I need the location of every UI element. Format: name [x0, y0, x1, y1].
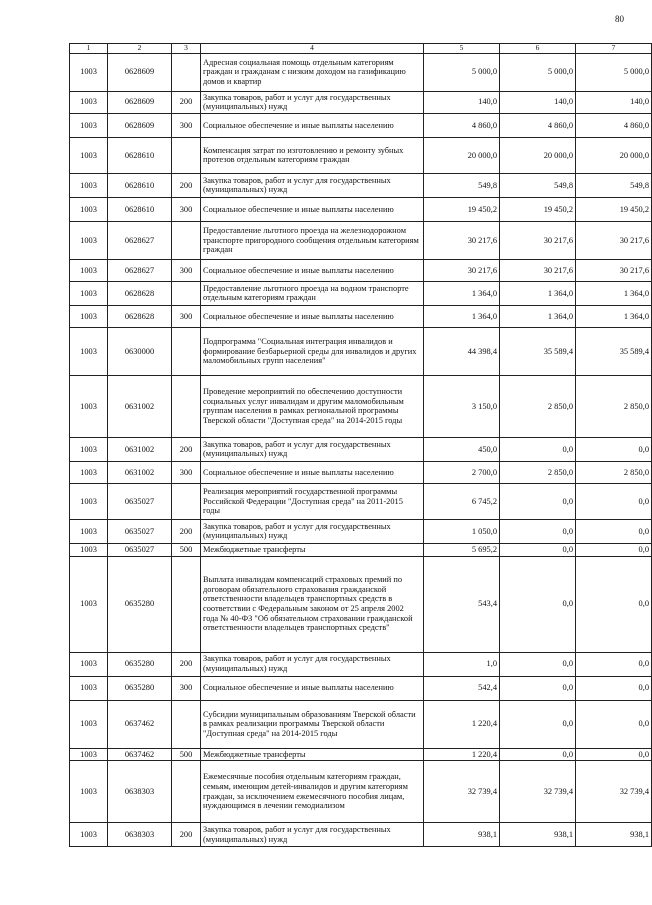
- table-row: [70, 437, 652, 461]
- cell-amount-year3: 19 450,2: [576, 197, 652, 221]
- cell-amount-year1: 543,4: [424, 556, 500, 652]
- cell-amount-year1: 3 150,0: [424, 375, 500, 437]
- cell-target-article: 0628609: [108, 113, 172, 137]
- cell-section-code: 1003: [70, 748, 108, 761]
- table-row: [70, 543, 652, 556]
- cell-amount-year3: 0,0: [576, 543, 652, 556]
- cell-expense-type: 200: [172, 437, 201, 461]
- cell-amount-year2: 0,0: [500, 676, 576, 700]
- cell-amount-year3: 2 850,0: [576, 375, 652, 437]
- cell-description: Закупка товаров, работ и услуг для государственных (муниципальных) нужд: [201, 652, 424, 676]
- cell-amount-year1: 2 700,0: [424, 461, 500, 483]
- cell-expense-type: 200: [172, 519, 201, 543]
- cell-amount-year3: 32 739,4: [576, 761, 652, 823]
- cell-amount-year3: 5 000,0: [576, 53, 652, 91]
- cell-amount-year2: 20 000,0: [500, 137, 576, 173]
- cell-section-code: 1003: [70, 221, 108, 259]
- table-row: [70, 305, 652, 327]
- cell-section-code: 1003: [70, 305, 108, 327]
- cell-section-code: 1003: [70, 327, 108, 375]
- cell-expense-type: 500: [172, 543, 201, 556]
- cell-target-article: 0635027: [108, 543, 172, 556]
- cell-target-article: 0635280: [108, 676, 172, 700]
- cell-amount-year2: 5 000,0: [500, 53, 576, 91]
- cell-description: Социальное обеспечение и иные выплаты населению: [201, 305, 424, 327]
- cell-amount-year3: 20 000,0: [576, 137, 652, 173]
- cell-section-code: 1003: [70, 461, 108, 483]
- cell-section-code: 1003: [70, 543, 108, 556]
- cell-target-article: 0630000: [108, 327, 172, 375]
- cell-target-article: 0635280: [108, 652, 172, 676]
- cell-target-article: 0637462: [108, 700, 172, 748]
- cell-description: Закупка товаров, работ и услуг для государственных (муниципальных) нужд: [201, 823, 424, 847]
- cell-target-article: 0631002: [108, 375, 172, 437]
- cell-section-code: 1003: [70, 652, 108, 676]
- cell-amount-year1: 4 860,0: [424, 113, 500, 137]
- cell-amount-year1: 20 000,0: [424, 137, 500, 173]
- cell-amount-year2: 32 739,4: [500, 761, 576, 823]
- cell-amount-year3: 938,1: [576, 823, 652, 847]
- cell-expense-type: 200: [172, 652, 201, 676]
- cell-amount-year3: 1 364,0: [576, 305, 652, 327]
- cell-amount-year1: 938,1: [424, 823, 500, 847]
- table-row: [70, 259, 652, 281]
- cell-expense-type: 300: [172, 259, 201, 281]
- cell-section-code: 1003: [70, 113, 108, 137]
- cell-description: Социальное обеспечение и иные выплаты населению: [201, 676, 424, 700]
- cell-description: Выплата инвалидам компенсаций страховых премий по договорам обязательного страхования гражданской ответственности владельцев транспортных средств в соответствии с Федеральным законом от 25 апреля 2002 года № 40-ФЗ "Об обязательном страховании гражданской ответственности владельцев транспортных средств": [201, 556, 424, 652]
- cell-amount-year2: 2 850,0: [500, 461, 576, 483]
- cell-amount-year1: 549,8: [424, 173, 500, 197]
- cell-amount-year3: 2 850,0: [576, 461, 652, 483]
- column-header: 2: [108, 44, 172, 54]
- cell-amount-year2: 19 450,2: [500, 197, 576, 221]
- cell-section-code: 1003: [70, 761, 108, 823]
- cell-target-article: 0628610: [108, 197, 172, 221]
- column-number-row: [70, 44, 652, 54]
- cell-section-code: 1003: [70, 375, 108, 437]
- cell-expense-type: 200: [172, 91, 201, 113]
- cell-expense-type: 300: [172, 461, 201, 483]
- cell-description: Закупка товаров, работ и услуг для государственных (муниципальных) нужд: [201, 173, 424, 197]
- cell-expense-type: [172, 281, 201, 305]
- cell-amount-year3: 549,8: [576, 173, 652, 197]
- cell-amount-year2: 0,0: [500, 519, 576, 543]
- table-row: [70, 281, 652, 305]
- column-header: 3: [172, 44, 201, 54]
- cell-expense-type: 500: [172, 748, 201, 761]
- cell-amount-year3: 0,0: [576, 676, 652, 700]
- cell-target-article: 0637462: [108, 748, 172, 761]
- table-row: [70, 221, 652, 259]
- column-header: 7: [576, 44, 652, 54]
- cell-amount-year2: 0,0: [500, 700, 576, 748]
- cell-expense-type: 300: [172, 676, 201, 700]
- cell-expense-type: [172, 761, 201, 823]
- table-row: [70, 113, 652, 137]
- cell-section-code: 1003: [70, 137, 108, 173]
- table-row: [70, 556, 652, 652]
- cell-description: Предоставление льготного проезда на водном транспорте отдельным категориям граждан: [201, 281, 424, 305]
- cell-amount-year3: 0,0: [576, 700, 652, 748]
- cell-description: Реализация мероприятий государственной программы Российской Федерации "Доступная среда" на 2011-2015 годы: [201, 483, 424, 519]
- cell-target-article: 0638303: [108, 761, 172, 823]
- cell-amount-year1: 1,0: [424, 652, 500, 676]
- cell-expense-type: 300: [172, 197, 201, 221]
- cell-section-code: 1003: [70, 437, 108, 461]
- cell-amount-year3: 0,0: [576, 519, 652, 543]
- page-number: 80: [615, 14, 624, 24]
- cell-description: Межбюджетные трансферты: [201, 543, 424, 556]
- cell-description: Социальное обеспечение и иные выплаты населению: [201, 259, 424, 281]
- cell-description: Адресная социальная помощь отдельным категориям граждан и гражданам с низким доходом на газификацию домов и квартир: [201, 53, 424, 91]
- cell-amount-year3: 30 217,6: [576, 221, 652, 259]
- cell-target-article: 0631002: [108, 461, 172, 483]
- cell-section-code: 1003: [70, 259, 108, 281]
- cell-description: Предоставление льготного проезда на железнодорожном транспорте пригородного сообщения отдельным категориям граждан: [201, 221, 424, 259]
- table-row: [70, 53, 652, 91]
- cell-target-article: 0628627: [108, 221, 172, 259]
- cell-amount-year2: 140,0: [500, 91, 576, 113]
- table-row: [70, 173, 652, 197]
- cell-amount-year3: 0,0: [576, 437, 652, 461]
- cell-section-code: 1003: [70, 197, 108, 221]
- table-row: [70, 461, 652, 483]
- table-row: [70, 652, 652, 676]
- cell-amount-year3: 0,0: [576, 556, 652, 652]
- cell-section-code: 1003: [70, 91, 108, 113]
- table-row: [70, 823, 652, 847]
- cell-amount-year1: 32 739,4: [424, 761, 500, 823]
- cell-section-code: 1003: [70, 823, 108, 847]
- cell-amount-year1: 1 364,0: [424, 305, 500, 327]
- cell-section-code: 1003: [70, 556, 108, 652]
- cell-amount-year1: 19 450,2: [424, 197, 500, 221]
- cell-amount-year1: 5 000,0: [424, 53, 500, 91]
- column-header: 1: [70, 44, 108, 54]
- cell-expense-type: [172, 327, 201, 375]
- cell-target-article: 0628610: [108, 137, 172, 173]
- cell-expense-type: [172, 137, 201, 173]
- cell-description: Социальное обеспечение и иные выплаты населению: [201, 197, 424, 221]
- cell-amount-year2: 1 364,0: [500, 305, 576, 327]
- table-row: [70, 137, 652, 173]
- cell-amount-year3: 0,0: [576, 483, 652, 519]
- cell-section-code: 1003: [70, 519, 108, 543]
- cell-amount-year2: 549,8: [500, 173, 576, 197]
- column-header: 4: [201, 44, 424, 54]
- cell-amount-year1: 1 050,0: [424, 519, 500, 543]
- cell-amount-year3: 0,0: [576, 652, 652, 676]
- cell-target-article: 0628627: [108, 259, 172, 281]
- cell-target-article: 0628609: [108, 53, 172, 91]
- cell-target-article: 0628628: [108, 281, 172, 305]
- cell-section-code: 1003: [70, 700, 108, 748]
- cell-amount-year2: 30 217,6: [500, 259, 576, 281]
- cell-description: Подпрограмма "Социальная интеграция инвалидов и формирование безбарьерной среды для инвалидов и других маломобильных групп населения": [201, 327, 424, 375]
- cell-amount-year3: 35 589,4: [576, 327, 652, 375]
- cell-target-article: 0638303: [108, 823, 172, 847]
- cell-description: Закупка товаров, работ и услуг для государственных (муниципальных) нужд: [201, 437, 424, 461]
- table-row: [70, 375, 652, 437]
- cell-amount-year3: 30 217,6: [576, 259, 652, 281]
- cell-amount-year1: 6 745,2: [424, 483, 500, 519]
- cell-expense-type: 300: [172, 305, 201, 327]
- cell-description: Ежемесячные пособия отдельным категориям граждан, семьям, имеющим детей-инвалидов и другим категориям граждан, за исключением ежемесячного пособия лицам, нуждающимся в лечении гемодиализом: [201, 761, 424, 823]
- cell-description: Социальное обеспечение и иные выплаты населению: [201, 113, 424, 137]
- cell-amount-year1: 1 220,4: [424, 700, 500, 748]
- cell-amount-year2: 0,0: [500, 652, 576, 676]
- cell-expense-type: 200: [172, 173, 201, 197]
- table-row: [70, 91, 652, 113]
- table-row: [70, 748, 652, 761]
- table-row: [70, 197, 652, 221]
- cell-amount-year1: 140,0: [424, 91, 500, 113]
- cell-target-article: 0628609: [108, 91, 172, 113]
- cell-expense-type: 300: [172, 113, 201, 137]
- cell-amount-year2: 938,1: [500, 823, 576, 847]
- cell-amount-year2: 4 860,0: [500, 113, 576, 137]
- cell-target-article: 0635027: [108, 483, 172, 519]
- cell-description: Компенсация затрат по изготовлению и ремонту зубных протезов отдельным категориям граждан: [201, 137, 424, 173]
- cell-expense-type: [172, 700, 201, 748]
- table-row: [70, 761, 652, 823]
- cell-amount-year2: 1 364,0: [500, 281, 576, 305]
- cell-expense-type: [172, 483, 201, 519]
- cell-amount-year1: 1 364,0: [424, 281, 500, 305]
- cell-amount-year1: 44 398,4: [424, 327, 500, 375]
- cell-description: Социальное обеспечение и иные выплаты населению: [201, 461, 424, 483]
- table-row: [70, 676, 652, 700]
- cell-target-article: 0631002: [108, 437, 172, 461]
- cell-expense-type: [172, 556, 201, 652]
- table-row: [70, 327, 652, 375]
- cell-section-code: 1003: [70, 281, 108, 305]
- cell-amount-year1: 542,4: [424, 676, 500, 700]
- column-header: 5: [424, 44, 500, 54]
- cell-section-code: 1003: [70, 173, 108, 197]
- cell-description: Межбюджетные трансферты: [201, 748, 424, 761]
- cell-amount-year3: 140,0: [576, 91, 652, 113]
- cell-section-code: 1003: [70, 483, 108, 519]
- cell-expense-type: 200: [172, 823, 201, 847]
- cell-amount-year2: 0,0: [500, 556, 576, 652]
- cell-description: Закупка товаров, работ и услуг для государственных (муниципальных) нужд: [201, 91, 424, 113]
- table-row: [70, 519, 652, 543]
- cell-amount-year1: 5 695,2: [424, 543, 500, 556]
- cell-amount-year1: 30 217,6: [424, 221, 500, 259]
- cell-description: Закупка товаров, работ и услуг для государственных (муниципальных) нужд: [201, 519, 424, 543]
- cell-amount-year3: 1 364,0: [576, 281, 652, 305]
- column-header: 6: [500, 44, 576, 54]
- cell-amount-year1: 1 220,4: [424, 748, 500, 761]
- cell-description: Субсидии муниципальным образованиям Тверской области в рамках реализации программы Тверской области "Доступная среда" на 2014-2015 годы: [201, 700, 424, 748]
- cell-amount-year1: 450,0: [424, 437, 500, 461]
- cell-amount-year2: 0,0: [500, 437, 576, 461]
- cell-amount-year2: 35 589,4: [500, 327, 576, 375]
- cell-amount-year1: 30 217,6: [424, 259, 500, 281]
- cell-expense-type: [172, 221, 201, 259]
- cell-description: Проведение мероприятий по обеспечению доступности социальных услуг инвалидам и другим маломобильным группам населения в рамках региональной программы Тверской области "Доступная среда" на 2014-2015 годы: [201, 375, 424, 437]
- cell-amount-year3: 0,0: [576, 748, 652, 761]
- cell-section-code: 1003: [70, 53, 108, 91]
- cell-target-article: 0628610: [108, 173, 172, 197]
- cell-target-article: 0635027: [108, 519, 172, 543]
- cell-section-code: 1003: [70, 676, 108, 700]
- cell-amount-year2: 0,0: [500, 543, 576, 556]
- cell-amount-year2: 2 850,0: [500, 375, 576, 437]
- table-row: [70, 700, 652, 748]
- cell-amount-year2: 0,0: [500, 748, 576, 761]
- cell-target-article: 0635280: [108, 556, 172, 652]
- table-body: [70, 53, 652, 847]
- cell-amount-year3: 4 860,0: [576, 113, 652, 137]
- cell-expense-type: [172, 53, 201, 91]
- budget-table: [69, 43, 652, 847]
- cell-target-article: 0628628: [108, 305, 172, 327]
- cell-expense-type: [172, 375, 201, 437]
- cell-amount-year2: 30 217,6: [500, 221, 576, 259]
- cell-amount-year2: 0,0: [500, 483, 576, 519]
- table-row: [70, 483, 652, 519]
